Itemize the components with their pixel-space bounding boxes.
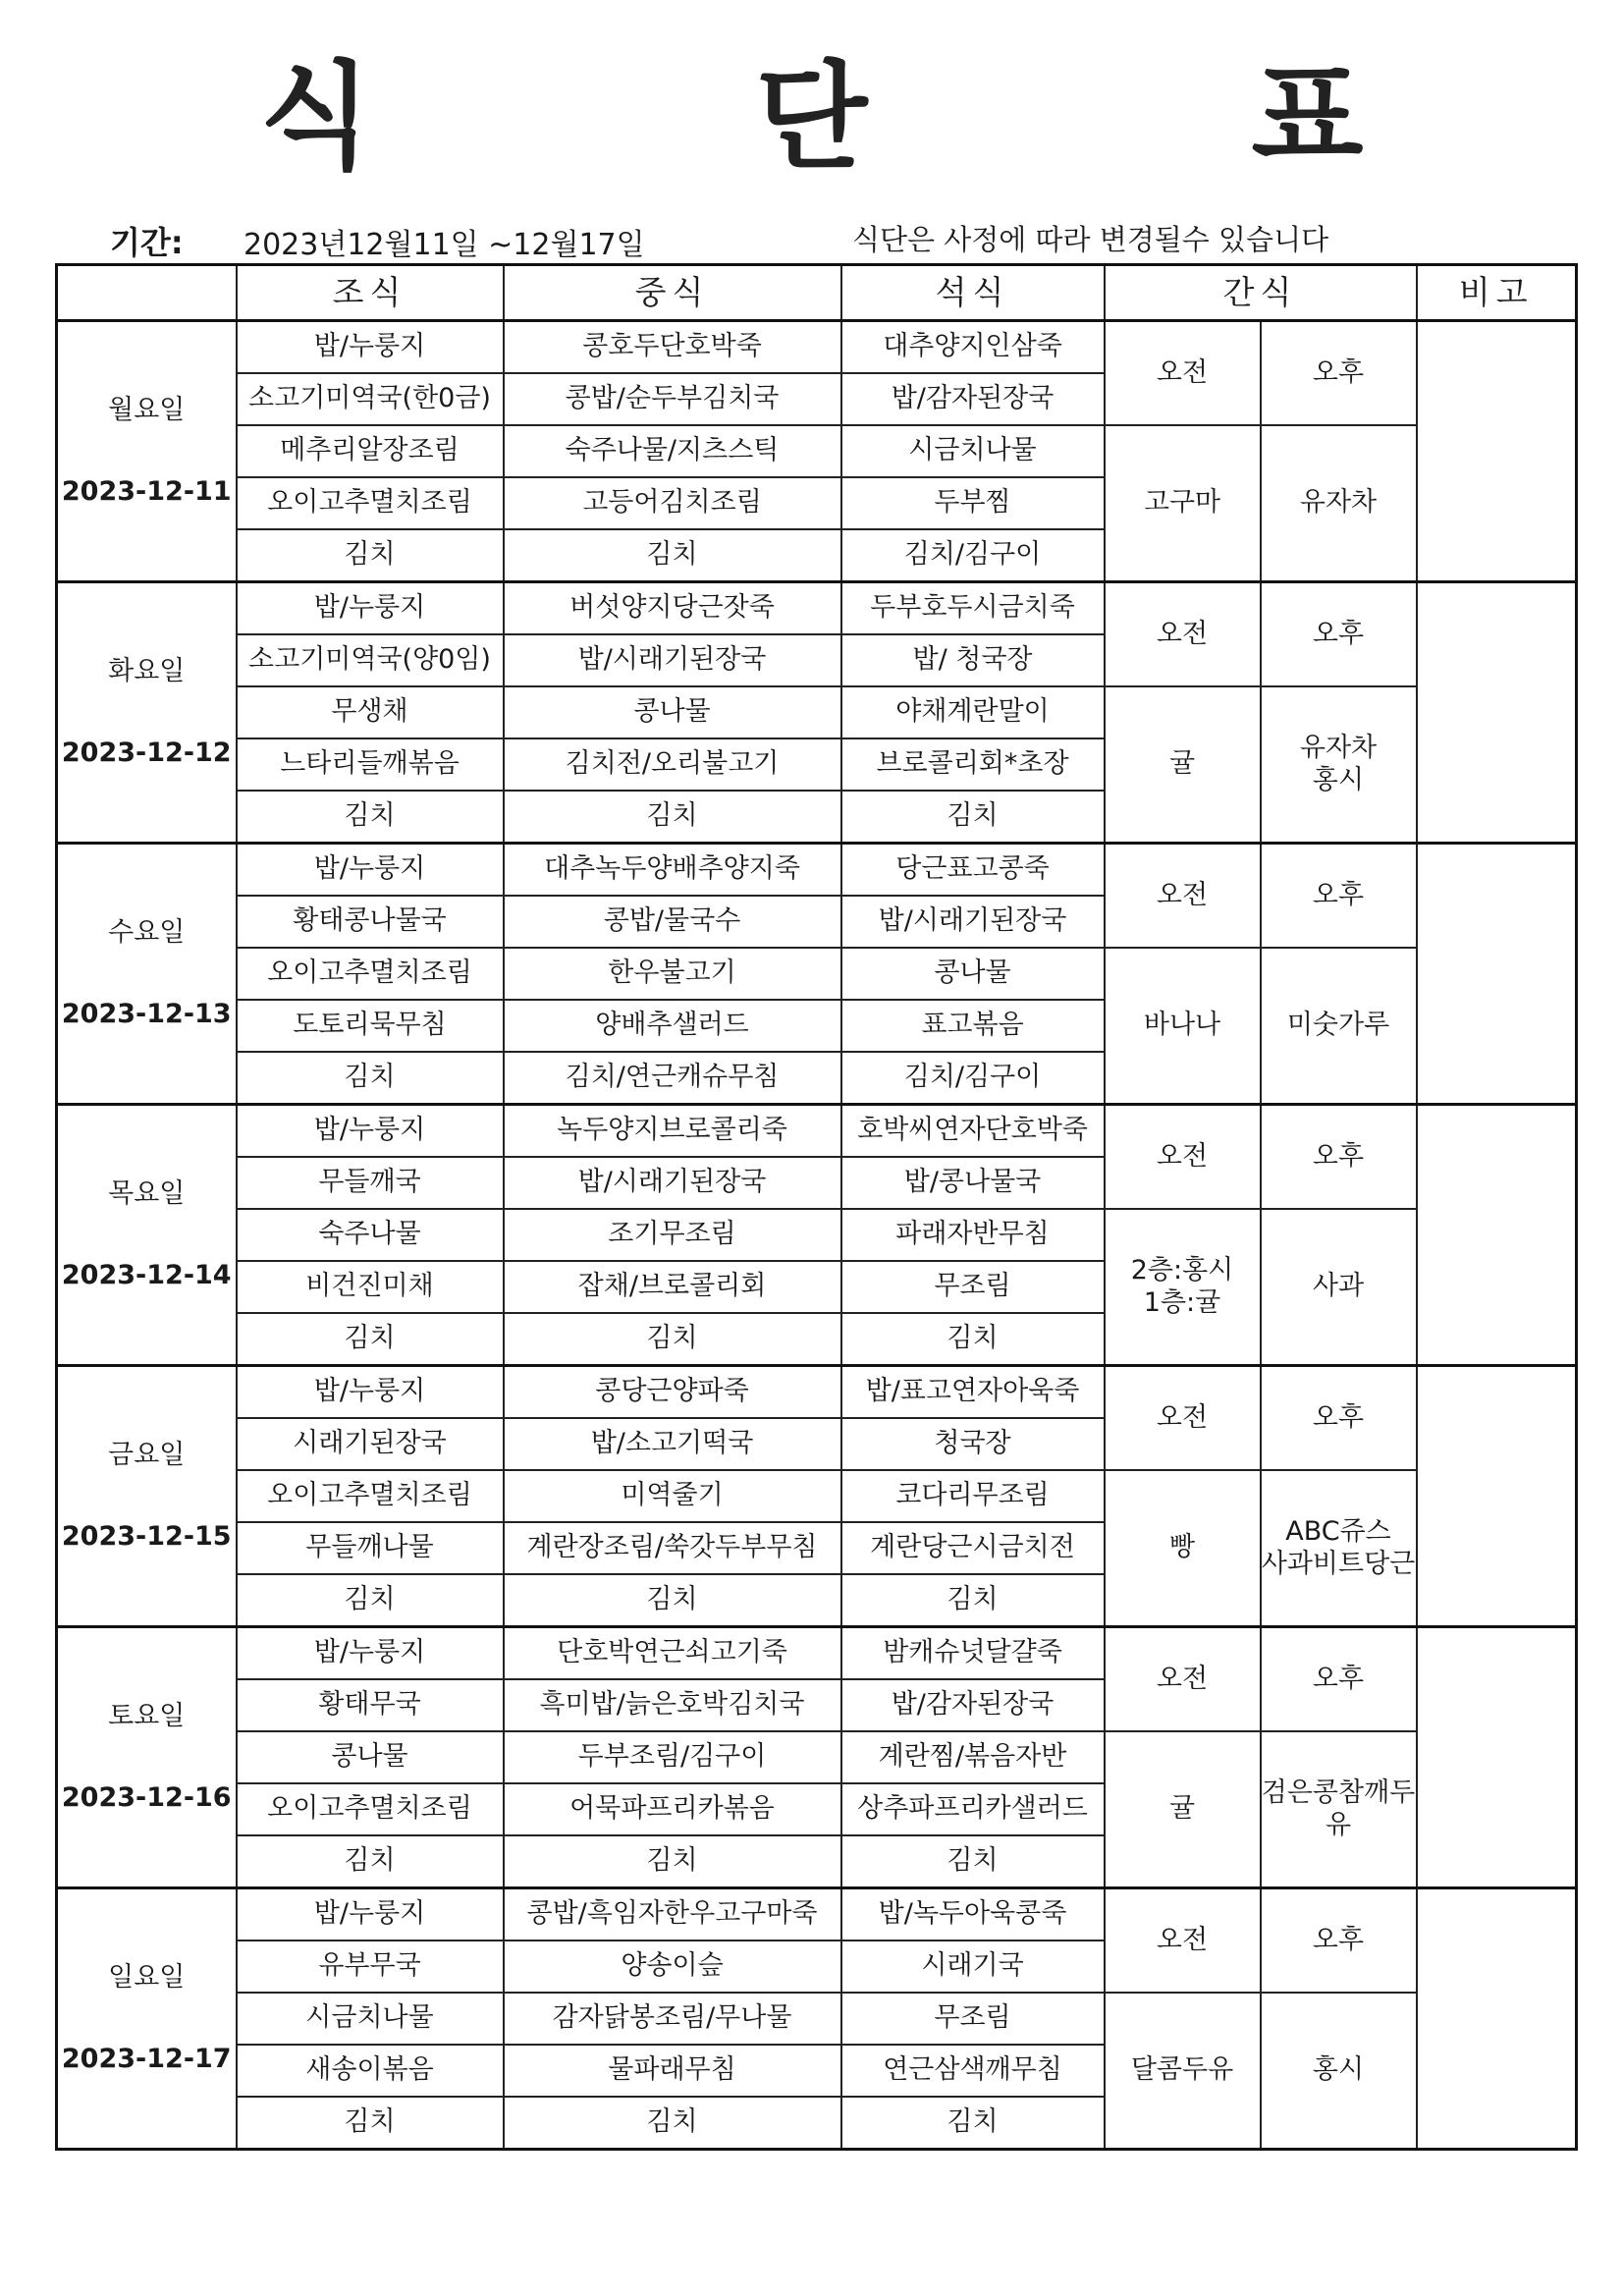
dinner-item: 파래자반무침 (841, 1209, 1105, 1261)
lunch-item: 미역줄기 (504, 1470, 841, 1522)
dinner-item: 밥/ 청국장 (841, 634, 1105, 686)
period-value: 2023년12월11일 ~12월17일 (243, 228, 645, 262)
day-cell (57, 1366, 237, 1627)
dinner-item: 밤캐슈넛달걀죽 (841, 1627, 1105, 1680)
breakfast-item: 밥/누룽지 (237, 582, 504, 635)
breakfast-item: 무생채 (237, 686, 504, 738)
header-blank (57, 265, 237, 321)
menu-row (57, 1627, 1577, 1680)
lunch-item: 콩밥/흑임자한우고구마죽 (504, 1888, 841, 1941)
snack-am-value: 빵 (1105, 1470, 1261, 1627)
dinner-item: 청국장 (841, 1418, 1105, 1470)
snack-am-label: 오전 (1105, 1627, 1261, 1732)
day-date: 2023-12-12 (61, 737, 232, 768)
menu-row (57, 1470, 1577, 1522)
snack-am-value: 고구마 (1105, 425, 1261, 582)
header-row (57, 265, 1577, 321)
dinner-item: 김치/김구이 (841, 1052, 1105, 1105)
day-name: 금요일 (108, 1440, 186, 1471)
dinner-item: 당근표고콩죽 (841, 844, 1105, 897)
lunch-item: 콩밥/물국수 (504, 896, 841, 948)
note-cell (1417, 844, 1577, 1105)
note-cell (1417, 582, 1577, 844)
dinner-item: 연근삼색깨무침 (841, 2045, 1105, 2097)
dinner-item: 두부찜 (841, 477, 1105, 529)
menu-row (57, 948, 1577, 1000)
dinner-item: 무조림 (841, 1261, 1105, 1313)
menu-row (57, 1209, 1577, 1261)
note-cell (1417, 1105, 1577, 1366)
breakfast-item: 김치 (237, 2097, 504, 2150)
lunch-item: 김치 (504, 1835, 841, 1888)
day-name: 월요일 (108, 395, 186, 426)
dinner-item: 김치 (841, 791, 1105, 844)
breakfast-item: 시래기된장국 (237, 1418, 504, 1470)
menu-row (57, 1105, 1577, 1158)
breakfast-item: 소고기미역국(양0임) (237, 634, 504, 686)
day-date: 2023-12-15 (61, 1520, 232, 1552)
breakfast-item: 비건진미채 (237, 1261, 504, 1313)
dinner-item: 밥/녹두아욱콩죽 (841, 1888, 1105, 1941)
breakfast-item: 김치 (237, 1052, 504, 1105)
lunch-item: 콩밥/순두부김치국 (504, 373, 841, 425)
lunch-item: 김치 (504, 791, 841, 844)
day-date: 2023-12-13 (61, 998, 232, 1029)
dinner-item: 김치/김구이 (841, 529, 1105, 582)
breakfast-item: 밥/누룽지 (237, 321, 504, 374)
snack-am-value: 귤 (1105, 1731, 1261, 1888)
lunch-item: 버섯양지당근잣죽 (504, 582, 841, 635)
breakfast-item: 밥/누룽지 (237, 1627, 504, 1680)
menu-row (57, 1993, 1577, 2045)
lunch-item: 김치 (504, 1313, 841, 1366)
snack-pm-label: 오후 (1261, 1888, 1417, 1994)
day-cell (57, 321, 237, 582)
day-cell (57, 1627, 237, 1888)
menu-row (57, 582, 1577, 635)
snack-am-value: 2층:홍시 1층:귤 (1105, 1209, 1261, 1366)
lunch-item: 밥/시래기된장국 (504, 634, 841, 686)
dinner-item: 김치 (841, 1313, 1105, 1366)
breakfast-item: 무들깨국 (237, 1157, 504, 1209)
breakfast-item: 밥/누룽지 (237, 844, 504, 897)
snack-pm-value: 검은콩참깨두유 (1261, 1731, 1417, 1888)
breakfast-item: 소고기미역국(한0금) (237, 373, 504, 425)
lunch-item: 두부조림/김구이 (504, 1731, 841, 1783)
breakfast-item: 콩나물 (237, 1731, 504, 1783)
snack-am-label: 오전 (1105, 582, 1261, 687)
note-cell (1417, 1627, 1577, 1888)
dinner-item: 밥/시래기된장국 (841, 896, 1105, 948)
snack-pm-value: 유자차 (1261, 425, 1417, 582)
lunch-item: 감자닭봉조림/무나물 (504, 1993, 841, 2045)
menu-row (57, 686, 1577, 738)
header-breakfast: 조식 (237, 265, 504, 321)
day-cell (57, 1105, 237, 1366)
breakfast-item: 무들깨나물 (237, 1522, 504, 1574)
menu-row (57, 321, 1577, 374)
lunch-item: 밥/소고기떡국 (504, 1418, 841, 1470)
dinner-item: 계란당근시금치전 (841, 1522, 1105, 1574)
dinner-item: 밥/콩나물국 (841, 1157, 1105, 1209)
lunch-item: 잡채/브로콜리회 (504, 1261, 841, 1313)
day-date: 2023-12-17 (61, 2043, 232, 2074)
snack-am-label: 오전 (1105, 1366, 1261, 1471)
snack-am-value: 바나나 (1105, 948, 1261, 1105)
snack-pm-label: 오후 (1261, 1105, 1417, 1210)
lunch-item: 한우불고기 (504, 948, 841, 1000)
header-snack: 간식 (1105, 265, 1417, 321)
lunch-item: 물파래무침 (504, 2045, 841, 2097)
header-dinner: 석식 (841, 265, 1105, 321)
snack-pm-value: 유자차 홍시 (1261, 686, 1417, 844)
day-cell (57, 582, 237, 844)
day-name: 수요일 (108, 917, 186, 949)
lunch-item: 밥/시래기된장국 (504, 1157, 841, 1209)
menu-row (57, 1366, 1577, 1419)
lunch-item: 김치 (504, 529, 841, 582)
breakfast-item: 시금치나물 (237, 1993, 504, 2045)
breakfast-item: 메추리알장조림 (237, 425, 504, 477)
lunch-item: 김치 (504, 2097, 841, 2150)
snack-am-value: 귤 (1105, 686, 1261, 844)
snack-pm-label: 오후 (1261, 844, 1417, 949)
dinner-item: 밥/표고연자아욱죽 (841, 1366, 1105, 1419)
dinner-item: 야채계란말이 (841, 686, 1105, 738)
lunch-item: 대추녹두양배추양지죽 (504, 844, 841, 897)
breakfast-item: 유부무국 (237, 1941, 504, 1993)
snack-pm-value: ABC쥬스 사과비트당근 (1261, 1470, 1417, 1627)
menu-row (57, 1731, 1577, 1783)
day-name: 목요일 (108, 1178, 186, 1210)
lunch-item: 단호박연근쇠고기죽 (504, 1627, 841, 1680)
breakfast-item: 밥/누룽지 (237, 1888, 504, 1941)
header-note: 비고 (1417, 265, 1577, 321)
dinner-item: 대추양지인삼죽 (841, 321, 1105, 374)
dinner-item: 브로콜리회*초장 (841, 738, 1105, 791)
breakfast-item: 도토리묵무침 (237, 1000, 504, 1052)
snack-pm-label: 오후 (1261, 1366, 1417, 1471)
day-date: 2023-12-16 (61, 1781, 232, 1813)
snack-am-label: 오전 (1105, 1105, 1261, 1210)
snack-am-label: 오전 (1105, 1888, 1261, 1994)
breakfast-item: 김치 (237, 529, 504, 582)
lunch-item: 김치전/오리불고기 (504, 738, 841, 791)
lunch-item: 양배추샐러드 (504, 1000, 841, 1052)
snack-pm-label: 오후 (1261, 582, 1417, 687)
note-cell (1417, 1888, 1577, 2150)
menu-table (55, 263, 1578, 2151)
dinner-item: 김치 (841, 1574, 1105, 1627)
day-name: 화요일 (108, 656, 186, 687)
menu-row (57, 425, 1577, 477)
lunch-item: 콩호두단호박죽 (504, 321, 841, 374)
menu-row (57, 1888, 1577, 1941)
breakfast-item: 숙주나물 (237, 1209, 504, 1261)
lunch-item: 숙주나물/지츠스틱 (504, 425, 841, 477)
breakfast-item: 느타리들깨볶음 (237, 738, 504, 791)
breakfast-item: 오이고추멸치조림 (237, 1783, 504, 1835)
dinner-item: 표고볶음 (841, 1000, 1105, 1052)
dinner-item: 무조림 (841, 1993, 1105, 2045)
header-lunch: 중식 (504, 265, 841, 321)
lunch-item: 계란장조림/쑥갓두부무침 (504, 1522, 841, 1574)
lunch-item: 김치 (504, 1574, 841, 1627)
day-date: 2023-12-14 (61, 1259, 232, 1290)
breakfast-item: 김치 (237, 1574, 504, 1627)
dinner-item: 콩나물 (841, 948, 1105, 1000)
breakfast-item: 오이고추멸치조림 (237, 477, 504, 529)
lunch-item: 김치/연근캐슈무침 (504, 1052, 841, 1105)
breakfast-item: 황태무국 (237, 1679, 504, 1731)
dinner-item: 김치 (841, 2097, 1105, 2150)
dinner-item: 두부호두시금치죽 (841, 582, 1105, 635)
breakfast-item: 오이고추멸치조림 (237, 948, 504, 1000)
dinner-item: 시래기국 (841, 1941, 1105, 1993)
breakfast-item: 오이고추멸치조림 (237, 1470, 504, 1522)
day-name: 일요일 (108, 1962, 186, 1994)
day-name: 토요일 (108, 1701, 186, 1732)
note-cell (1417, 321, 1577, 582)
notice-text: 식단은 사정에 따라 변경될수 있습니다 (852, 223, 1329, 256)
day-cell (57, 1888, 237, 2150)
breakfast-item: 밥/누룽지 (237, 1366, 504, 1419)
breakfast-item: 새송이볶음 (237, 2045, 504, 2097)
snack-pm-label: 오후 (1261, 1627, 1417, 1732)
dinner-item: 계란찜/볶음자반 (841, 1731, 1105, 1783)
snack-pm-label: 오후 (1261, 321, 1417, 426)
lunch-item: 콩당근양파죽 (504, 1366, 841, 1419)
dinner-item: 호박씨연자단호박죽 (841, 1105, 1105, 1158)
breakfast-item: 김치 (237, 1313, 504, 1366)
breakfast-item: 김치 (237, 1835, 504, 1888)
day-cell (57, 844, 237, 1105)
dinner-item: 밥/감자된장국 (841, 373, 1105, 425)
lunch-item: 녹두양지브로콜리죽 (504, 1105, 841, 1158)
lunch-item: 흑미밥/늙은호박김치국 (504, 1679, 841, 1731)
period-label: 기간: (110, 224, 184, 261)
lunch-item: 어묵파프리카볶음 (504, 1783, 841, 1835)
snack-pm-value: 홍시 (1261, 1993, 1417, 2150)
page-title: 식 단 표 (259, 49, 1536, 185)
menu-row (57, 844, 1577, 897)
lunch-item: 양송이슾 (504, 1941, 841, 1993)
breakfast-item: 황태콩나물국 (237, 896, 504, 948)
lunch-item: 조기무조림 (504, 1209, 841, 1261)
dinner-item: 김치 (841, 1835, 1105, 1888)
snack-am-label: 오전 (1105, 321, 1261, 426)
lunch-item: 고등어김치조림 (504, 477, 841, 529)
snack-pm-value: 미숫가루 (1261, 948, 1417, 1105)
note-cell (1417, 1366, 1577, 1627)
breakfast-item: 밥/누룽지 (237, 1105, 504, 1158)
snack-am-value: 달콤두유 (1105, 1993, 1261, 2150)
dinner-item: 밥/감자된장국 (841, 1679, 1105, 1731)
breakfast-item: 김치 (237, 791, 504, 844)
dinner-item: 코다리무조림 (841, 1470, 1105, 1522)
dinner-item: 상추파프리카샐러드 (841, 1783, 1105, 1835)
lunch-item: 콩나물 (504, 686, 841, 738)
snack-am-label: 오전 (1105, 844, 1261, 949)
snack-pm-value: 사과 (1261, 1209, 1417, 1366)
menu-body (57, 321, 1577, 2150)
day-date: 2023-12-11 (61, 475, 232, 507)
dinner-item: 시금치나물 (841, 425, 1105, 477)
